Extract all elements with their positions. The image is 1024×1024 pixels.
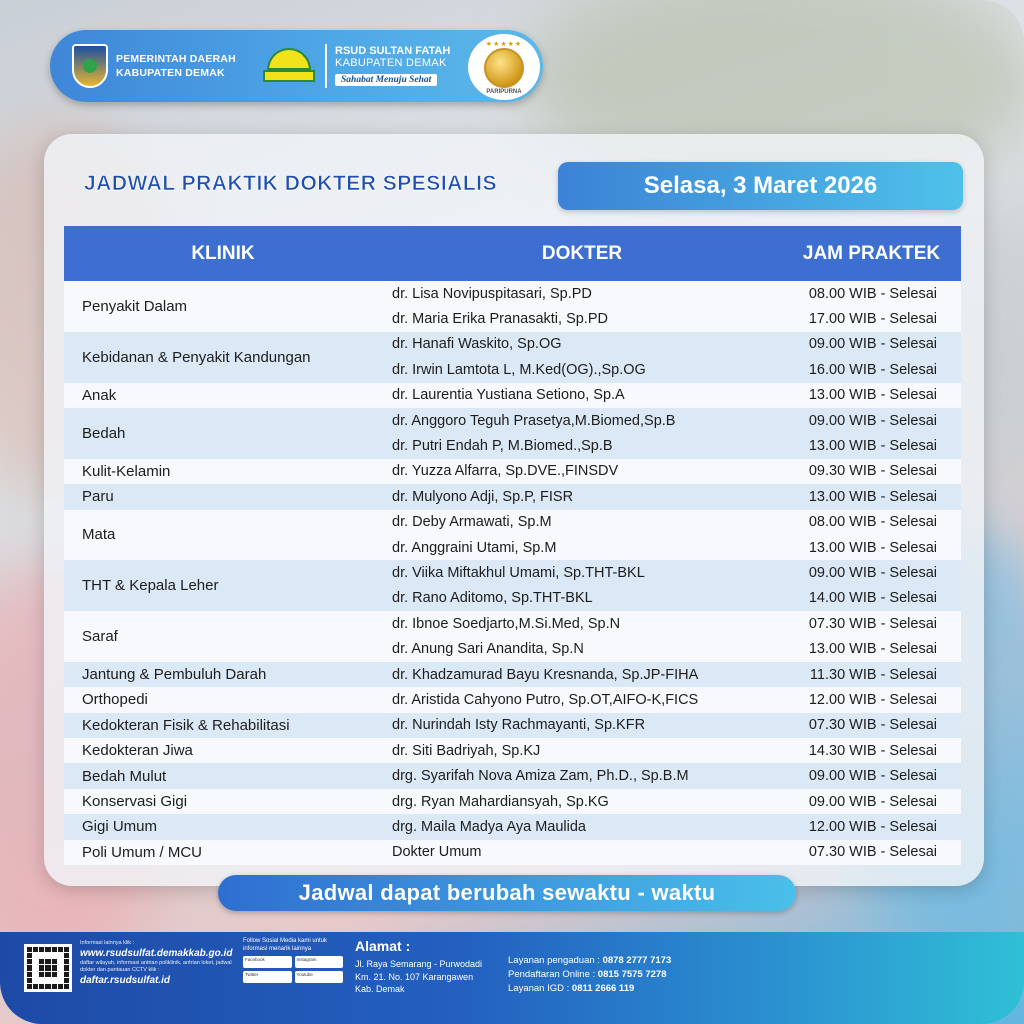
schedule-table bbox=[64, 226, 961, 865]
pemda-text bbox=[116, 52, 251, 80]
dokter-cell: dr. Hanafi Waskito, Sp.OG bbox=[392, 336, 562, 353]
table-row-group bbox=[64, 332, 961, 383]
table-row bbox=[382, 814, 961, 839]
youtube-link[interactable]: Youtube bbox=[295, 971, 344, 983]
rsud-logo bbox=[263, 46, 315, 86]
info-desc: daftar wilayah, informasi antrian poliklinik, antrian loket, jadwal dokter dan pantauan CCTV klik : bbox=[80, 960, 232, 973]
table-row-group bbox=[64, 738, 961, 763]
table-row bbox=[382, 484, 961, 509]
facebook-link[interactable]: Facebook bbox=[243, 956, 292, 968]
table-row bbox=[382, 281, 961, 306]
table-row bbox=[382, 357, 961, 382]
header-jam: JAM PRAKTEK bbox=[802, 242, 941, 264]
klinik-cell: Kulit-Kelamin bbox=[82, 462, 171, 480]
jam-cell: 13.00 WIB - Selesai bbox=[808, 539, 937, 556]
jam-cell: 13.00 WIB - Selesai bbox=[808, 488, 937, 505]
qr-code[interactable] bbox=[24, 944, 72, 992]
klinik-cell: Penyakit Dalam bbox=[82, 297, 188, 315]
table-row bbox=[382, 586, 961, 611]
stars-icon: ★★★★★ bbox=[485, 40, 523, 48]
dokter-cell: dr. Aristida Cahyono Putro, Sp.OT,AIFO-K,FICS bbox=[392, 691, 699, 708]
jam-cell: 08.00 WIB - Selesai bbox=[808, 514, 937, 531]
table-row bbox=[382, 560, 961, 585]
jam-cell: 09.00 WIB - Selesai bbox=[808, 793, 937, 810]
table-row bbox=[382, 840, 961, 865]
table-row bbox=[382, 611, 961, 636]
dokter-cell: dr. Anggoro Teguh Prasetya,M.Biomed,Sp.B bbox=[392, 412, 676, 429]
dokter-cell: dr. Deby Armawati, Sp.M bbox=[392, 514, 552, 531]
klinik-cell: Gigi Umum bbox=[82, 818, 158, 836]
klinik-cell: Saraf bbox=[82, 627, 118, 645]
accreditation-label: PARIPURNA bbox=[486, 88, 522, 95]
social-media bbox=[243, 938, 343, 983]
address bbox=[355, 938, 482, 996]
table-header bbox=[64, 226, 961, 281]
medal-icon bbox=[484, 48, 524, 88]
table-row bbox=[382, 459, 961, 484]
klinik-cell: Jantung & Pembuluh Darah bbox=[82, 666, 267, 684]
table-row-group bbox=[64, 510, 961, 561]
table-row-group bbox=[64, 763, 961, 788]
klinik-cell: Kedokteran Jiwa bbox=[82, 742, 193, 760]
klinik-cell: Anak bbox=[82, 386, 117, 404]
table-row-group bbox=[64, 484, 961, 509]
table-row bbox=[382, 306, 961, 331]
table-row bbox=[382, 383, 961, 408]
rs-region: KABUPATEN DEMAK bbox=[335, 57, 447, 69]
jam-cell: 14.30 WIB - Selesai bbox=[808, 742, 937, 759]
klinik-cell: Paru bbox=[82, 488, 114, 506]
jam-cell: 09.30 WIB - Selesai bbox=[808, 463, 937, 480]
table-row bbox=[382, 408, 961, 433]
jam-cell: 13.00 WIB - Selesai bbox=[808, 438, 937, 455]
dokter-cell: dr. Viika Miftakhul Umami, Sp.THT-BKL bbox=[392, 564, 645, 581]
jam-cell: 14.00 WIB - Selesai bbox=[808, 590, 937, 607]
table-row-group bbox=[64, 687, 961, 712]
klinik-cell: Poli Umum / MCU bbox=[82, 843, 203, 861]
dokter-cell: dr. Irwin Lamtota L, M.Ked(OG).,Sp.OG bbox=[392, 361, 646, 378]
jam-cell: 13.00 WIB - Selesai bbox=[808, 387, 937, 404]
table-row bbox=[382, 510, 961, 535]
info-small: Informasi lainnya klik : bbox=[80, 940, 135, 946]
dokter-cell: dr. Mulyono Adji, Sp.P, FISR bbox=[392, 488, 574, 505]
jam-cell: 13.00 WIB - Selesai bbox=[808, 641, 937, 658]
jam-cell: 07.30 WIB - Selesai bbox=[808, 844, 937, 861]
rs-name: RSUD SULTAN FATAH bbox=[335, 45, 451, 57]
contact-pendaftaran: Pendaftaran Online : 0815 7575 7278 bbox=[508, 969, 667, 980]
dokter-cell: dr. Nurindah Isty Rachmayanti, Sp.KFR bbox=[392, 717, 646, 734]
dokter-cell: dr. Rano Aditomo, Sp.THT-BKL bbox=[392, 590, 593, 607]
jam-cell: 12.00 WIB - Selesai bbox=[808, 691, 937, 708]
website-link[interactable]: www.rsudsulfat.demakkab.go.id bbox=[80, 948, 233, 959]
address-line: Kab. Demak bbox=[355, 984, 405, 994]
dokter-cell: drg. Ryan Mahardiansyah, Sp.KG bbox=[392, 793, 609, 810]
table-row-group bbox=[64, 408, 961, 459]
dokter-cell: dr. Yuzza Alfarra, Sp.DVE.,FINSDV bbox=[392, 463, 619, 480]
table-row bbox=[382, 713, 961, 738]
instagram-link[interactable]: Instagram bbox=[295, 956, 344, 968]
address-line: Jl. Raya Semarang - Purwodadi bbox=[355, 959, 483, 969]
dokter-cell: drg. Syarifah Nova Amiza Zam, Ph.D., Sp.B.M bbox=[392, 768, 689, 785]
header-dokter: DOKTER bbox=[541, 242, 623, 264]
dokter-cell: dr. Anggraini Utami, Sp.M bbox=[392, 539, 557, 556]
jam-cell: 12.00 WIB - Selesai bbox=[808, 818, 937, 835]
jam-cell: 09.00 WIB - Selesai bbox=[808, 768, 937, 785]
table-row bbox=[382, 433, 961, 458]
table-row-group bbox=[64, 713, 961, 738]
jam-cell: 08.00 WIB - Selesai bbox=[808, 285, 937, 302]
jam-cell: 07.30 WIB - Selesai bbox=[808, 717, 937, 734]
jam-cell: 11.30 WIB - Selesai bbox=[809, 666, 937, 683]
klinik-cell: Kebidanan & Penyakit Kandungan bbox=[82, 348, 311, 366]
paripurna-badge bbox=[468, 34, 540, 100]
klinik-cell: Kedokteran Fisik & Rehabilitasi bbox=[82, 716, 290, 734]
page-title: JADWAL PRAKTIK DOKTER SPESIALIS bbox=[84, 172, 497, 195]
table-row-group bbox=[64, 560, 961, 611]
jam-cell: 09.00 WIB - Selesai bbox=[808, 336, 937, 353]
address-line: Km. 21. No. 107 Karangawen bbox=[355, 971, 474, 982]
rsud-text bbox=[335, 45, 450, 87]
klinik-cell: Bedah Mulut bbox=[82, 767, 167, 785]
pemda-line1: PEMERINTAH DAERAH bbox=[116, 53, 236, 65]
dokter-cell: dr. Khadzamurad Bayu Kresnanda, Sp.JP-FIHA bbox=[392, 666, 699, 683]
service-contacts bbox=[508, 954, 671, 996]
dokter-cell: dr. Ibnoe Soedjarto,M.Si.Med, Sp.N bbox=[392, 615, 621, 632]
table-row-group bbox=[64, 789, 961, 814]
dokter-cell: drg. Maila Madya Aya Maulida bbox=[392, 818, 586, 835]
date-box: Selasa, 3 Maret 2026 bbox=[558, 162, 963, 210]
table-row bbox=[382, 763, 961, 788]
footer-info bbox=[80, 940, 240, 987]
dokter-cell: dr. Laurentia Yustiana Setiono, Sp.A bbox=[392, 387, 625, 404]
table-row-group bbox=[64, 611, 961, 662]
daftar-link[interactable]: daftar.rsudsulfat.id bbox=[80, 975, 171, 986]
table-row-group bbox=[64, 840, 961, 865]
table-row bbox=[382, 332, 961, 357]
dokter-cell: dr. Maria Erika Pranasakti, Sp.PD bbox=[392, 311, 608, 328]
klinik-cell: THT & Kepala Leher bbox=[82, 577, 219, 595]
dokter-cell: dr. Putri Endah P, M.Biomed.,Sp.B bbox=[392, 438, 613, 455]
table-row bbox=[382, 789, 961, 814]
table-body bbox=[64, 281, 961, 865]
table-row-group bbox=[64, 281, 961, 332]
jam-cell: 17.00 WIB - Selesai bbox=[808, 311, 937, 328]
rs-slogan: Sahabat Menuju Sehat bbox=[335, 74, 437, 86]
table-row bbox=[382, 636, 961, 661]
schedule-note: Jadwal dapat berubah sewaktu - waktu bbox=[218, 875, 796, 911]
klinik-cell: Orthopedi bbox=[82, 691, 148, 709]
table-row-group bbox=[64, 662, 961, 687]
demak-logo bbox=[72, 44, 108, 88]
table-row bbox=[382, 662, 961, 687]
dokter-cell: dr. Anung Sari Anandita, Sp.N bbox=[392, 641, 584, 658]
dokter-cell: dr. Siti Badriyah, Sp.KJ bbox=[392, 742, 541, 759]
klinik-cell: Konservasi Gigi bbox=[82, 793, 188, 810]
table-row-group bbox=[64, 383, 961, 408]
twitter-link[interactable]: Twitter bbox=[243, 971, 292, 983]
table-row bbox=[382, 738, 961, 763]
klinik-cell: Mata bbox=[82, 526, 116, 544]
dokter-cell: Dokter Umum bbox=[392, 844, 482, 861]
contact-igd: Layanan IGD : 0811 2666 119 bbox=[508, 983, 635, 994]
dokter-cell: dr. Lisa Novipuspitasari, Sp.PD bbox=[392, 285, 592, 302]
table-row-group bbox=[64, 459, 961, 484]
klinik-cell: Bedah bbox=[82, 424, 126, 442]
header-divider bbox=[325, 44, 327, 88]
table-row-group bbox=[64, 814, 961, 839]
jam-cell: 07.30 WIB - Selesai bbox=[808, 615, 937, 632]
pemda-line2: KABUPATEN DEMAK bbox=[116, 67, 225, 79]
table-row bbox=[382, 687, 961, 712]
jam-cell: 16.00 WIB - Selesai bbox=[808, 361, 937, 378]
social-heading: Follow Sosial Media kami untuk informasi menarik lainnya bbox=[243, 938, 328, 952]
address-heading: Alamat : bbox=[355, 938, 411, 954]
header-klinik: KLINIK bbox=[191, 242, 255, 264]
table-row bbox=[382, 535, 961, 560]
jam-cell: 09.00 WIB - Selesai bbox=[808, 564, 937, 581]
jam-cell: 09.00 WIB - Selesai bbox=[808, 412, 937, 429]
contact-pengaduan: Layanan pengaduan : 0878 2777 7173 bbox=[508, 955, 672, 966]
